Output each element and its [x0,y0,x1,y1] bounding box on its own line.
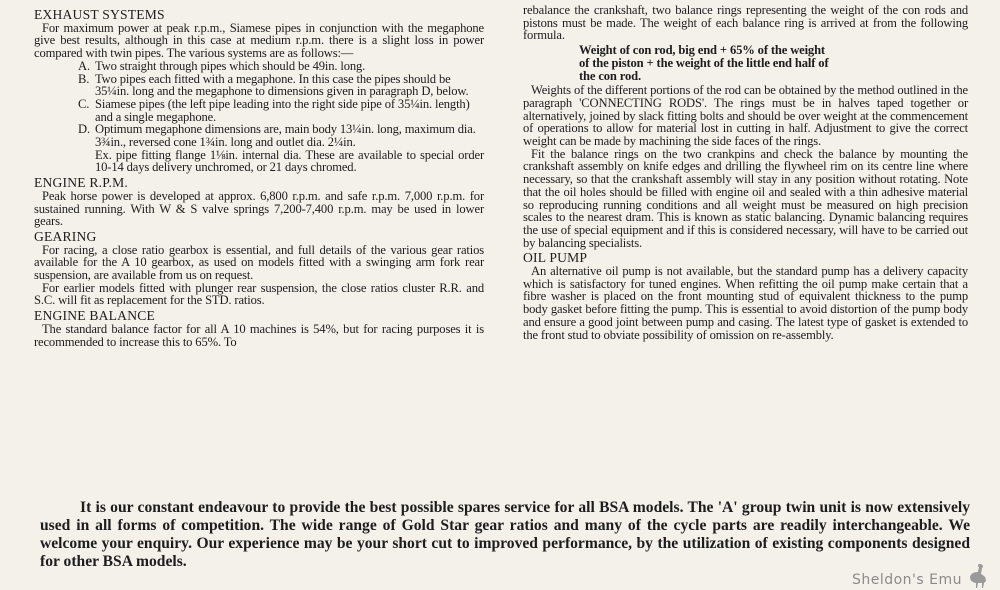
heading-engine-rpm: ENGINE R.P.M. [34,175,128,191]
balance-continued: rebalance the crankshaft, two balance rings representing the weight of the con rods and pistons must be made. The weight of each balance ring is arrived at from the following formula. [523,3,968,43]
item-letter: C. [78,96,90,111]
engine-rpm-text: Peak horse power is developed at approx. 6,800 r.p.m. and safe r.p.m. 7,000 r.p.m. for sustained running. With W & S valve springs 7,200-7,400 r.p.m. may be used in lower gears. [34,188,484,229]
rod-weights-text: Weights of the different portions of the rod can be obtained by the method outlined in the paragraph 'CONNECTING RODS'. The rings must be in halves taped together or alternatively, joined by slack fitting bolts and should be over weight at the commencement of operations to allow for material lost in cutting in half. Adjustment to give the correct weight can be made by machining the side faces of the rings. [523,83,968,149]
emu-icon [966,562,990,588]
formula-line-3: the con rod. [579,68,641,83]
left-column [34,6,484,348]
balance-formula [523,44,968,82]
formula-line-1: Weight of con rod, big end + 65% of the weight [579,43,825,58]
exhaust-item-c [34,98,484,123]
item-letter: A. [78,58,90,73]
item-letter: B. [78,71,90,86]
exhaust-item-b [34,73,484,98]
heading-engine-balance: ENGINE BALANCE [34,308,155,324]
right-column [523,4,968,341]
item-letter: D. [78,122,90,137]
exhaust-list [34,60,484,149]
watermark-text: Sheldon's Emu [851,572,962,588]
exhaust-intro: For maximum power at peak r.p.m., Siamese pipes in conjunction with the megaphone give best results, although in this case at medium r.p.m. there is a slight loss in power compared with twin pipes. The various systems are as follows:— [34,20,484,61]
item-text: Two pipes each fitted with a megaphone. In this case the pipes should be 35¼in. long and the megaphone to dimensions given in paragraph D, below. [95,71,469,99]
heading-gearing: GEARING [34,228,97,244]
gearing-p1: For racing, a close ratio gearbox is essential, and full details of the various gear ratios available for the A 10 gearbox, as used on models fitted with a swinging arm fork rear suspension, are available from us on request. [34,242,484,283]
exhaust-extra: Ex. pipe fitting flange 1⅛in. internal dia. These are available to special order 10-14 days delivery unchromed, or 21 days chromed. [95,147,484,175]
closing-statement: It is our constant endeavour to provide the best possible spares service for all BSA models. The 'A' group twin unit is now extensively used in all forms of competition. The wide range of Gold Star gear ratios and many of the cycle parts are readily interchangeable. We welcome your enquiry. Our experience may be your short cut to improved performance, by the utilization of existing components designed for other BSA models. [40,498,970,570]
item-text: Two straight through pipes which should be 49in. long. [95,58,366,73]
item-text: Siamese pipes (the left pipe leading into the right side pipe of 35¼in. length) and a single megaphone. [95,96,470,124]
oil-pump-text: An alternative oil pump is not available, but the standard pump has a delivery capacity which is satisfactory for tuned engines. When refitting the oil pump make certain that a fibre washer is placed on the front mounting stud of equivalent thickness to the pump body gasket before fitting the pump. This is essential to avoid distortion of the pump body and ensure a good joint between pump and casing. The latest type of gasket is extended to the front stud to obviate possibility of omission on re-assembly. [523,264,968,342]
heading-exhaust-systems: EXHAUST SYSTEMS [34,7,165,22]
exhaust-item-d [34,123,484,148]
watermark [852,562,990,588]
formula-line-2: of the piston + the weight of the little end half of [579,55,829,70]
engine-balance-text: The standard balance factor for all A 10 machines is 54%, but for racing purposes it is recommended to increase this to 65%. To [34,321,484,349]
item-text: Optimum megaphone dimensions are, main body 13¼in. long, maximum dia. 3¾in., reversed cone 1¾in. long and outlet dia. 2¼in. [95,122,476,150]
gearing-p2: For earlier models fitted with plunger rear suspension, the close ratios cluster R.R. and S.C. will fit as replacement for the STD. ratios. [34,280,484,308]
balance-rings-text: Fit the balance rings on the two crankpins and check the balance by mounting the crankshaft assembly on knife edges and drilling the flywheel rim on its centre line where necessary, so that the crankshaft assembly will stay in any position without rotating. Note that the oil holes should be filled with engine oil and sealed with a thin adhesive material so reproducing running conditions and all weight must be measured on high precision scales to the nearest dram. This is known as static balancing. Dynamic balancing requires the use of special equipment and if this is considered necessary, will have to be carried out by balancing specialists. [523,146,968,250]
heading-oil-pump: OIL PUMP [523,250,588,266]
